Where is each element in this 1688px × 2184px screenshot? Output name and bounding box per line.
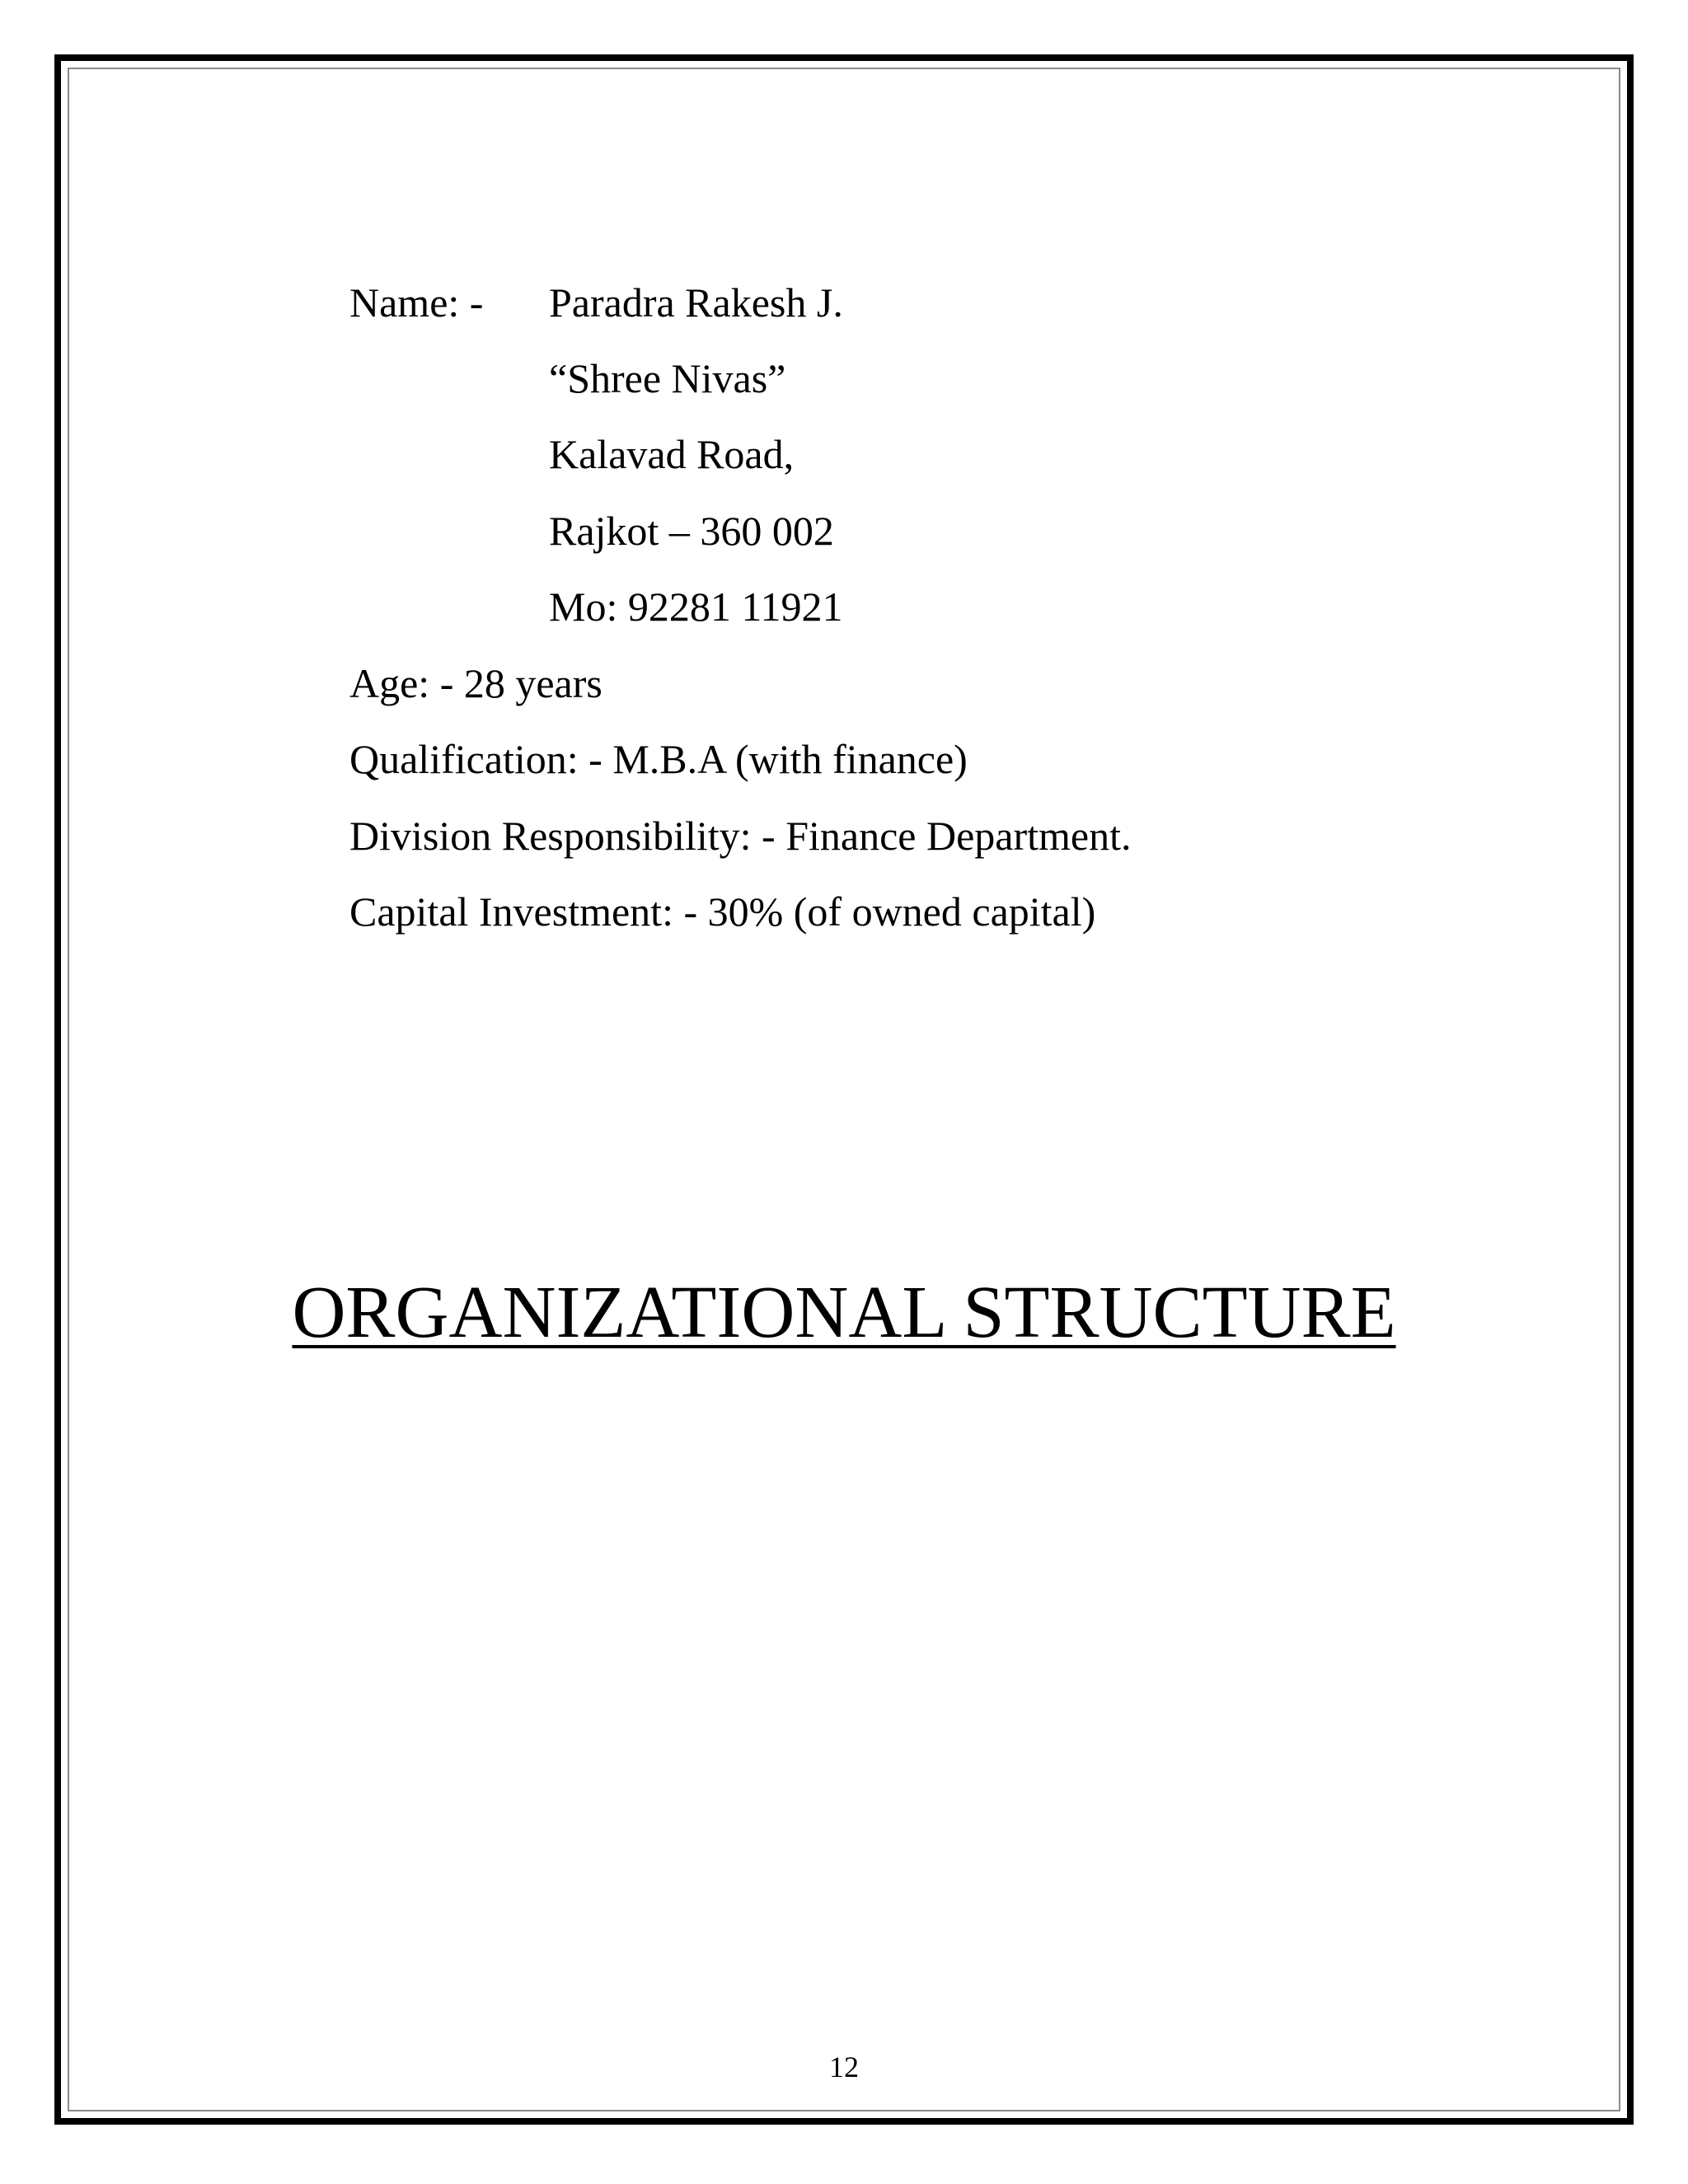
address-line-2: Kalavad Road, bbox=[549, 431, 795, 477]
qualification-line: Qualification: - M.B.A (with finance) bbox=[349, 736, 968, 782]
person-name: Paradra Rakesh J. bbox=[549, 279, 843, 326]
division-responsibility-line: Division Responsibility: - Finance Department. bbox=[349, 813, 1132, 859]
page-number: 12 bbox=[829, 2050, 859, 2083]
section-heading: ORGANIZATIONAL STRUCTURE bbox=[292, 1272, 1396, 1353]
mobile-number: Mo: 92281 11921 bbox=[549, 583, 843, 630]
age-line: Age: - 28 years bbox=[349, 660, 603, 706]
capital-investment-line: Capital Investment: - 30% (of owned capital) bbox=[349, 888, 1096, 935]
name-label: Name: - bbox=[349, 279, 484, 326]
address-line-3: Rajkot – 360 002 bbox=[549, 508, 834, 554]
page-border-inner bbox=[68, 68, 1620, 2111]
address-line-1: “Shree Nivas” bbox=[549, 355, 786, 401]
